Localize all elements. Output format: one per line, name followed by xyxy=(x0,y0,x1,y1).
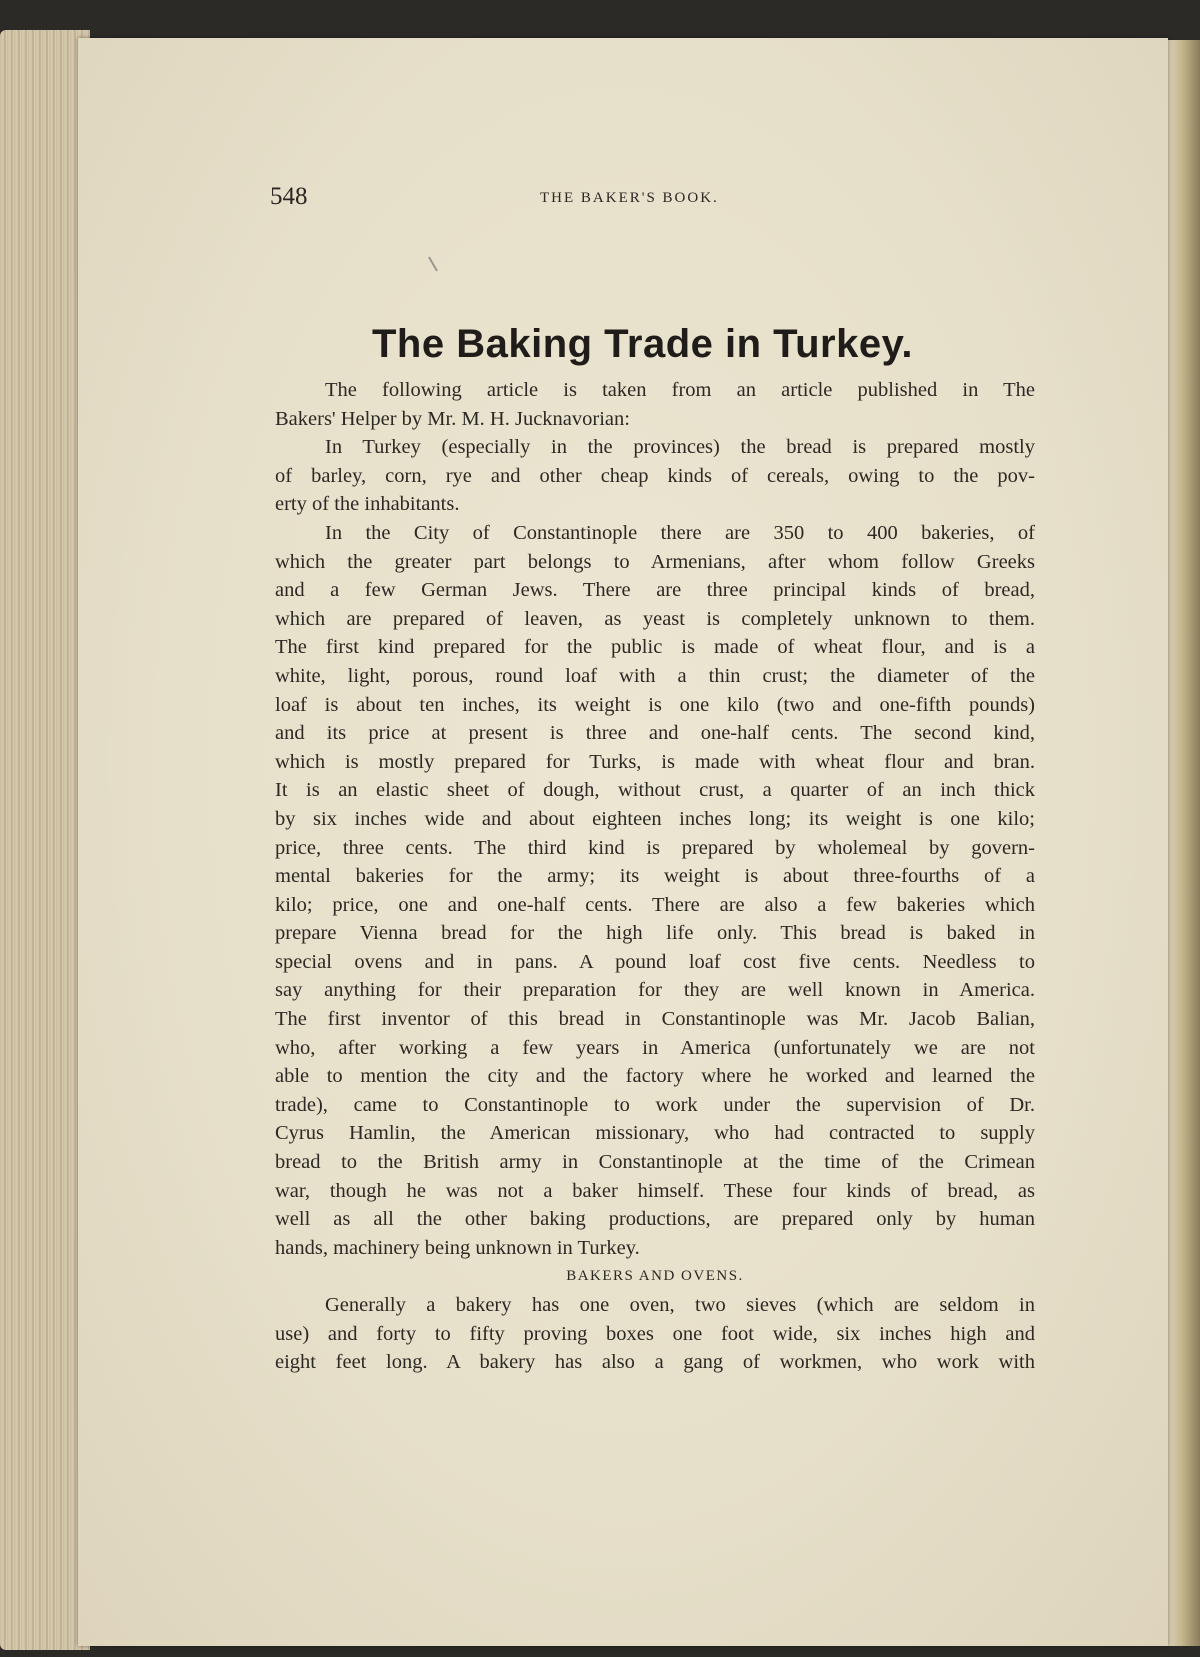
article-body xyxy=(275,376,1035,1377)
text-line: It is an elastic sheet of dough, without crust, a quarter of an inch thick xyxy=(275,779,1035,802)
book-right-edge xyxy=(1168,40,1200,1646)
page-header xyxy=(270,183,770,223)
text-line: eight feet long. A bakery has also a gang of workmen, who work with xyxy=(275,1351,1035,1374)
text-line: white, light, porous, round loaf with a thin crust; the diameter of the xyxy=(275,664,1035,687)
text-line: The first kind prepared for the public is made of wheat flour, and is a xyxy=(275,636,1035,659)
text-line: able to mention the city and the factory where he worked and learned the xyxy=(275,1065,1035,1088)
page-number: 548 xyxy=(270,183,308,210)
book-page-edges xyxy=(0,30,90,1650)
text-line: trade), came to Constantinople to work under the supervision of Dr. xyxy=(275,1093,1035,1116)
text-line: and a few German Jews. There are three principal kinds of bread, xyxy=(275,579,1035,602)
text-line: hands, machinery being unknown in Turkey. xyxy=(275,1236,640,1259)
text-line: and its price at present is three and one-half cents. The second kind, xyxy=(275,722,1035,745)
article-title: The Baking Trade in Turkey. xyxy=(371,322,914,366)
section-heading: BAKERS AND OVENS. xyxy=(566,1268,744,1285)
text-line: kilo; price, one and one-half cents. There are also a few bakeries which xyxy=(275,893,1035,916)
text-line: prepare Vienna bread for the high life only. This bread is baked in xyxy=(275,922,1035,945)
text-line: who, after working a few years in America (unfortunately we are not xyxy=(275,1036,1035,1059)
running-head: THE BAKER'S BOOK. xyxy=(540,190,719,206)
text-line: The following article is taken from an article published in The xyxy=(325,379,1035,401)
text-line: The first inventor of this bread in Constantinople was Mr. Jacob Balian, xyxy=(275,1008,1035,1031)
text-line: price, three cents. The third kind is prepared by wholemeal by govern- xyxy=(275,836,1035,859)
text-line: In Turkey (especially in the provinces) the bread is prepared mostly xyxy=(325,436,1035,459)
text-line: bread to the British army in Constantinople at the time of the Crimean xyxy=(275,1151,1035,1174)
text-line: special ovens and in pans. A pound loaf cost five cents. Needless to xyxy=(275,950,1035,973)
text-line: by six inches wide and about eighteen inches long; its weight is one kilo; xyxy=(275,807,1035,830)
text-line: Cyrus Hamlin, the American missionary, who had contracted to supply xyxy=(275,1122,1035,1145)
text-line: Bakers' Helper by Mr. M. H. Jucknavorian: xyxy=(275,407,630,430)
text-line: mental bakeries for the army; its weight is about three-fourths of a xyxy=(275,865,1035,888)
text-line: say anything for their preparation for they are well known in America. xyxy=(275,979,1035,1002)
text-line: use) and forty to fifty proving boxes one foot wide, six inches high and xyxy=(275,1322,1035,1345)
text-line: which is mostly prepared for Turks, is made with wheat flour and bran. xyxy=(275,750,1035,773)
text-line: which are prepared of leaven, as yeast is completely unknown to them. xyxy=(275,607,1035,630)
text-line: which the greater part belongs to Armenians, after whom follow Greeks xyxy=(275,550,1035,573)
text-line: In the City of Constantinople there are 350 to 400 bakeries, of xyxy=(325,521,1035,544)
text-line: war, though he was not a baker himself. These four kinds of bread, as xyxy=(275,1179,1035,1202)
text-line: erty of the inhabitants. xyxy=(275,493,460,516)
text-line: well as all the other baking productions, are prepared only by human xyxy=(275,1208,1035,1231)
text-line: Generally a bakery has one oven, two sieves (which are seldom in xyxy=(325,1294,1035,1316)
text-line: loaf is about ten inches, its weight is one kilo (two and one-fifth pounds) xyxy=(275,693,1035,716)
text-line: of barley, corn, rye and other cheap kinds of cereals, owing to the pov- xyxy=(275,464,1035,487)
